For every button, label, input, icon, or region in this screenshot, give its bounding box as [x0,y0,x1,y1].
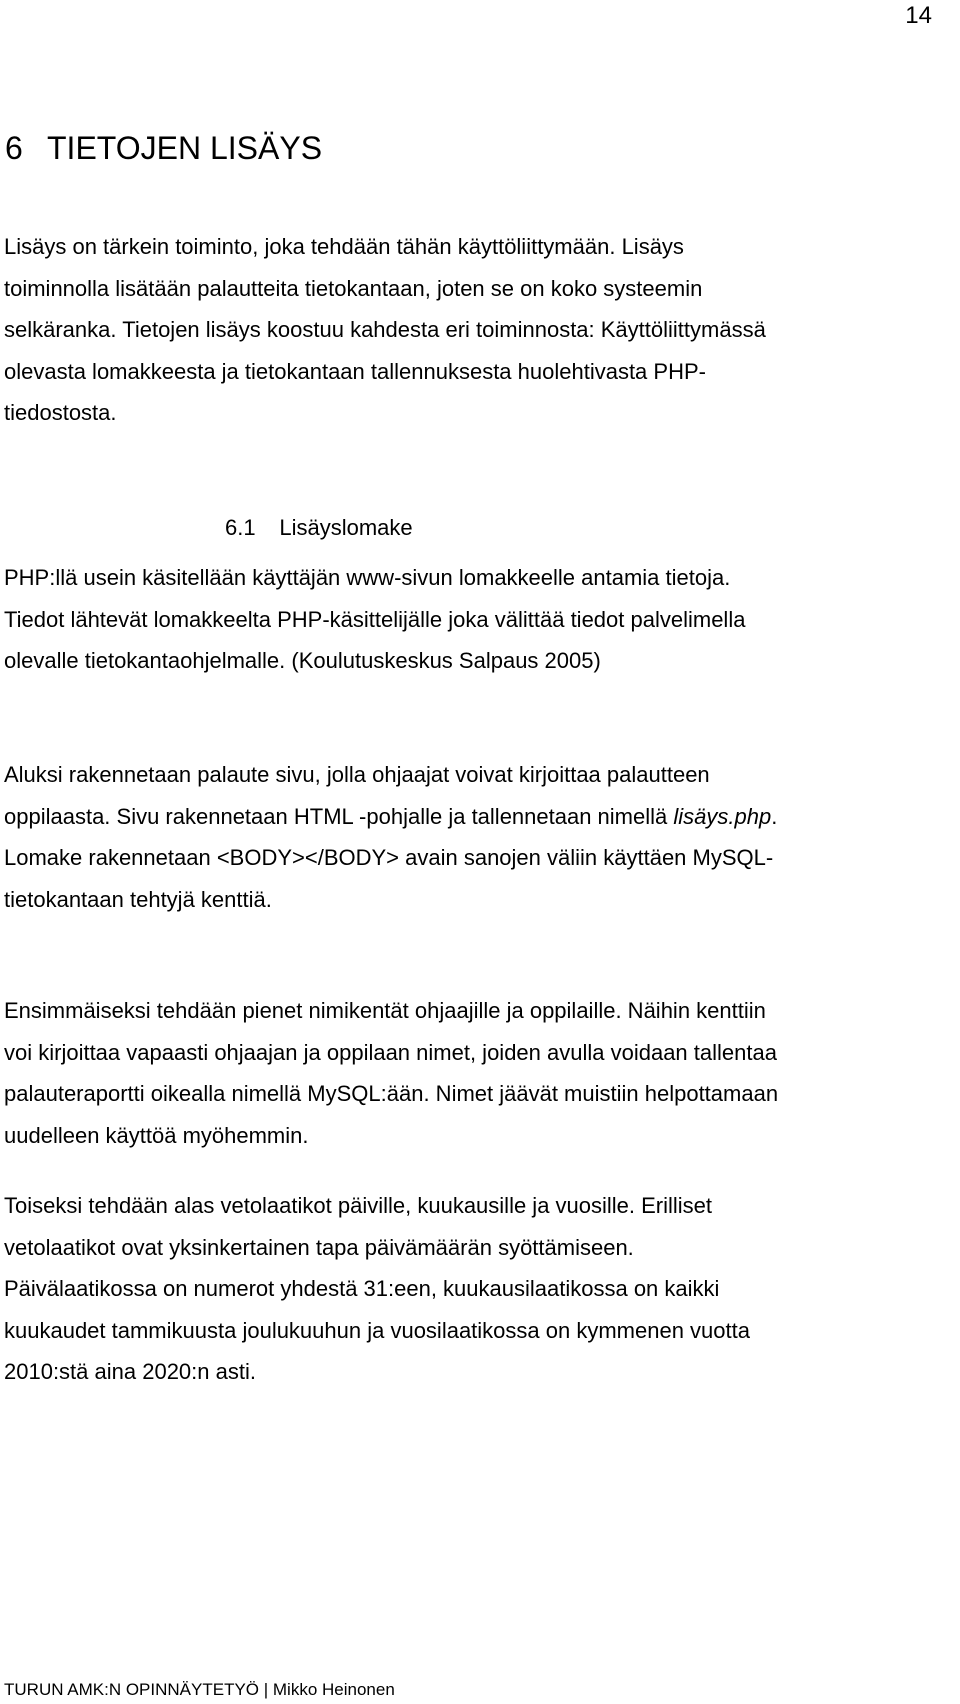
paragraph-form [4,754,954,920]
paragraph-dropdowns [4,1185,954,1393]
chapter-title: TIETOJEN LISÄYS [47,130,323,166]
chapter-heading [5,130,322,167]
page-footer: TURUN AMK:N OPINNÄYTETYÖ | Mikko Heinonen [4,1680,395,1699]
paragraph-line: Lomake rakennetaan <BODY></BODY> avain sanojen väliin käyttäen MySQL- [4,845,774,870]
paragraph-line: Toiseksi tehdään alas vetolaatikot päiville, kuukausille ja vuosille. Erilliset [4,1193,713,1218]
section-heading [5,515,413,541]
paragraph-php [4,557,954,682]
line-text: oppilaasta. Sivu rakennetaan HTML -pohjalle ja tallennetaan nimellä [4,803,674,829]
section-title: Lisäyslomake [279,515,413,540]
paragraph-line: kuukaudet tammikuusta joulukuuhun ja vuosilaatikossa on kymmenen vuotta [4,1317,750,1343]
paragraph-line: voi kirjoittaa vapaasti ohjaajan ja oppilaan nimet, joiden avulla voidaan tallentaa [4,1039,777,1065]
filename: lisäys.php [673,803,772,829]
paragraph-line: selkäranka. Tietojen lisäys koostuu kahdesta eri toiminnosta: Käyttöliittymässä [4,317,766,342]
paragraph-line: 2010:stä aina 2020:n asti. [4,1359,256,1384]
paragraph-line: tiedostosta. [4,400,117,425]
paragraph-line: Päivälaatikossa on numerot yhdestä 31:een, kuukausilaatikossa on kaikki [4,1276,720,1301]
paragraph-line: olevalle tietokantaohjelmalle. (Koulutuskeskus Salpaus 2005) [4,648,601,673]
line-text: . [771,803,778,829]
paragraph-line: tietokantaan tehtyjä kenttiä. [4,886,272,912]
paragraph-line [4,796,954,838]
paragraph-line: Ensimmäiseksi tehdään pienet nimikentät ohjaajille ja oppilaille. Näihin kenttiin [4,998,766,1023]
chapter-number: 6 [5,130,23,166]
paragraph-name-fields [4,990,954,1156]
paragraph-line: PHP:llä usein käsitellään käyttäjän www-sivun lomakkeelle antamia tietoja. [4,565,731,590]
paragraph-line: olevasta lomakkeesta ja tietokantaan tallennuksesta huolehtivasta PHP- [4,358,706,384]
paragraph-line: Aluksi rakennetaan palaute sivu, jolla ohjaajat voivat kirjoittaa palautteen [4,762,710,787]
paragraph-line: vetolaatikot ovat yksinkertainen tapa päivämäärän syöttämiseen. [4,1234,634,1260]
paragraph-line: Tiedot lähtevät lomakkeelta PHP-käsittelijälle joka välittää tiedot palvelimella [4,606,746,632]
paragraph-line: Lisäys on tärkein toiminto, joka tehdään tähän käyttöliittymään. Lisäys [4,234,684,259]
section-number: 6.1 [225,515,256,540]
intro-paragraph [4,226,954,434]
paragraph-line: toiminnolla lisätään palautteita tietokantaan, joten se on koko systeemin [4,275,703,301]
page-number: 14 [905,2,932,29]
paragraph-line: uudelleen käyttöä myöhemmin. [4,1122,309,1148]
paragraph-line: palauteraportti oikealla nimellä MySQL:ään. Nimet jäävät muistiin helpottamaan [4,1081,779,1106]
